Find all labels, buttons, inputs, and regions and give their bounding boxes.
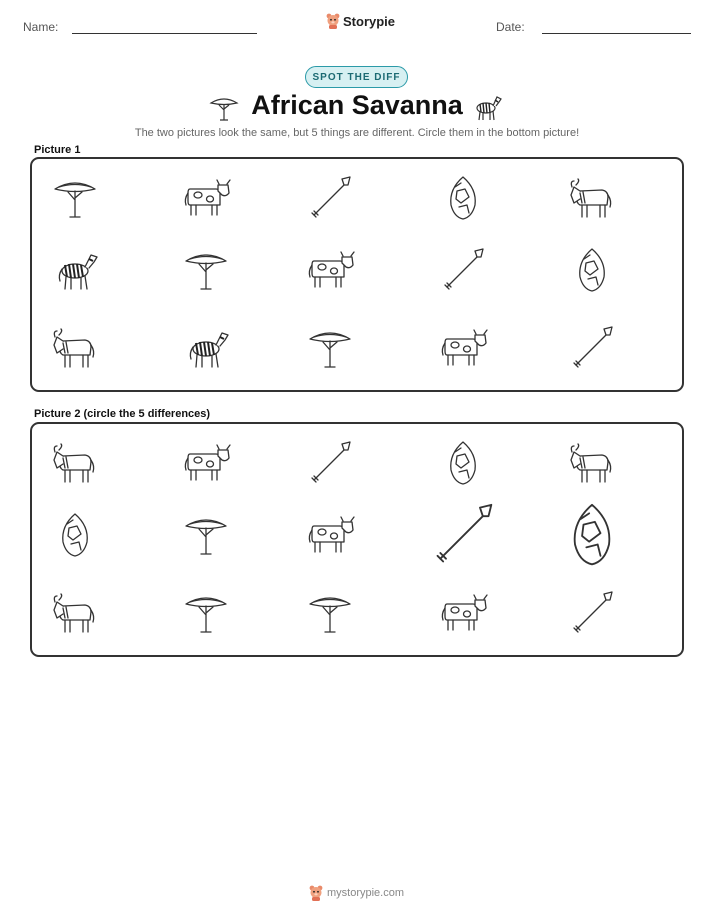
- picture-1-label: Picture 1: [34, 144, 81, 156]
- bear-mascot-icon: [326, 13, 340, 29]
- stone-axe-icon[interactable]: [439, 440, 487, 488]
- spear-icon[interactable]: [429, 502, 497, 570]
- acacia-tree-icon[interactable]: [182, 590, 230, 638]
- cow-icon: [182, 175, 230, 223]
- picture-1-panel: [30, 157, 684, 392]
- footer-url[interactable]: mystorypie.com: [327, 887, 405, 899]
- stone-axe-icon: [439, 175, 487, 223]
- wildebeest-icon: [51, 325, 99, 373]
- worksheet-title: African Savanna: [251, 90, 463, 120]
- picture-2-label: Picture 2 (circle the 5 differences): [34, 408, 211, 420]
- bear-mascot-icon: [309, 885, 323, 901]
- spot-the-diff-badge: SPOT THE DIFF: [305, 66, 408, 88]
- picture-2-panel[interactable]: [30, 422, 684, 657]
- instructions-text: The two pictures look the same, but 5 things are different. Circle them in the bottom picture!: [134, 127, 580, 139]
- brand-logo: [326, 13, 395, 29]
- date-line[interactable]: [542, 33, 691, 34]
- spear-icon[interactable]: [306, 440, 354, 488]
- stone-axe-icon: [568, 247, 616, 295]
- cow-icon[interactable]: [182, 440, 230, 488]
- acacia-tree-icon[interactable]: [182, 512, 230, 560]
- cow-icon: [306, 247, 354, 295]
- cow-icon[interactable]: [306, 512, 354, 560]
- spear-icon[interactable]: [568, 590, 616, 638]
- stone-axe-icon[interactable]: [51, 512, 99, 560]
- stone-axe-icon[interactable]: [558, 502, 626, 570]
- footer: [309, 885, 404, 901]
- acacia-tree-icon: [306, 325, 354, 373]
- acacia-tree-icon: [51, 175, 99, 223]
- wildebeest-icon[interactable]: [568, 440, 616, 488]
- cow-icon: [439, 325, 487, 373]
- wildebeest-icon: [568, 175, 616, 223]
- zebra-icon: [472, 92, 504, 122]
- name-label: Name:: [23, 20, 59, 34]
- spear-icon: [568, 325, 616, 373]
- name-line[interactable]: [72, 33, 257, 34]
- cow-icon[interactable]: [439, 590, 487, 638]
- zebra-icon: [51, 247, 99, 295]
- brand-name: Storypie: [343, 13, 396, 29]
- date-label: Date:: [496, 20, 525, 34]
- spear-icon: [306, 175, 354, 223]
- wildebeest-icon[interactable]: [51, 440, 99, 488]
- acacia-tree-icon[interactable]: [306, 590, 354, 638]
- wildebeest-icon[interactable]: [51, 590, 99, 638]
- acacia-tree-icon: [182, 247, 230, 295]
- zebra-icon: [182, 325, 230, 373]
- spear-icon: [439, 247, 487, 295]
